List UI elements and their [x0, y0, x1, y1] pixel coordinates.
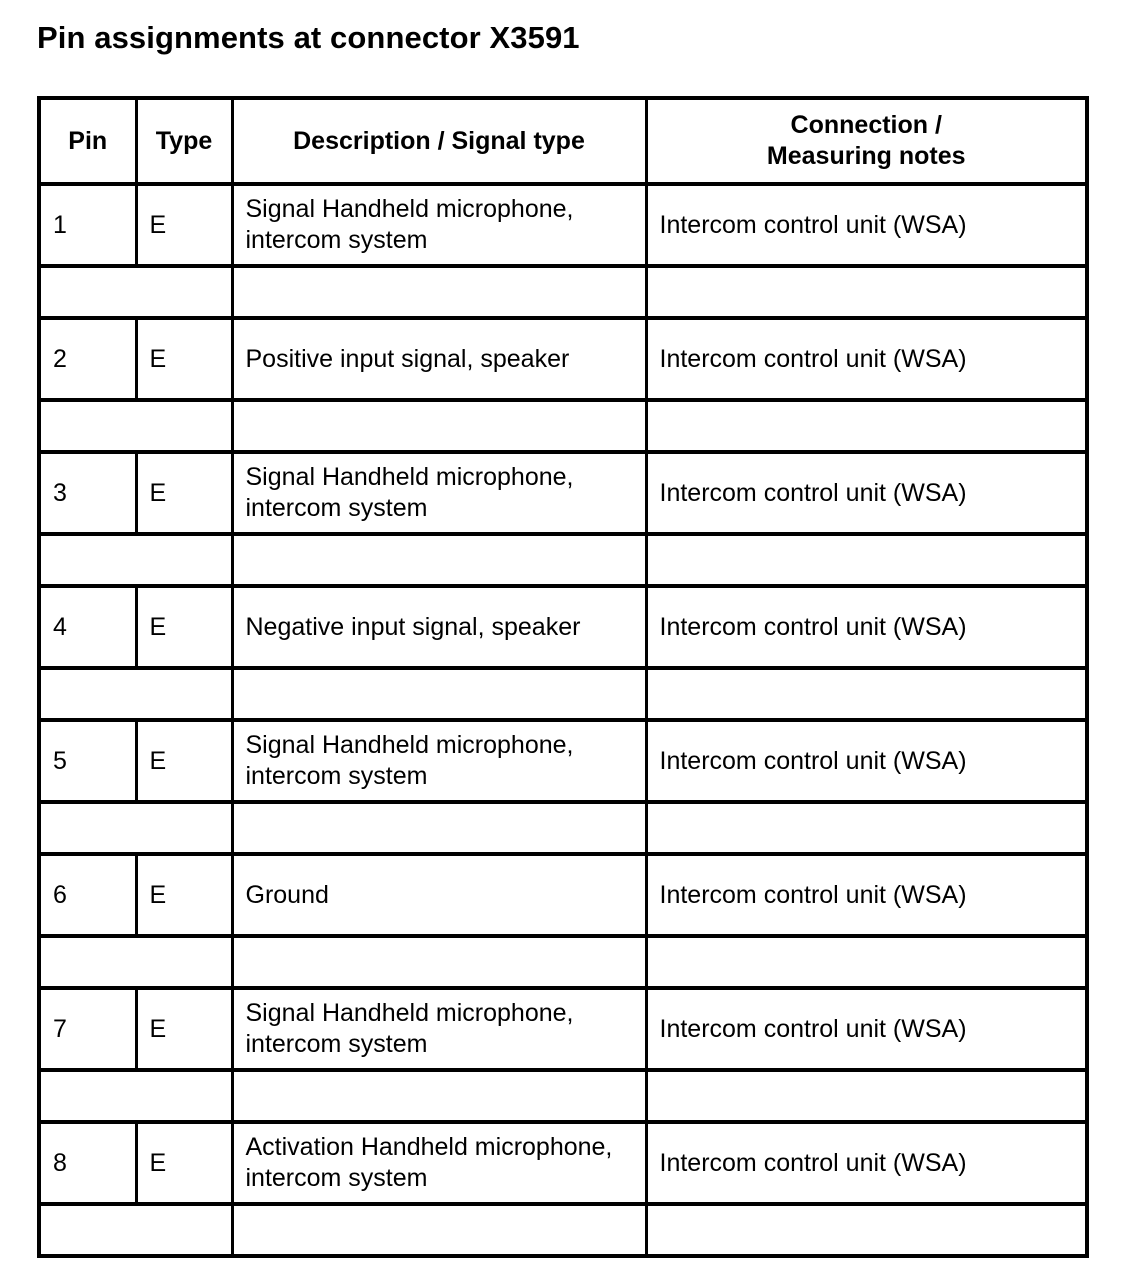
pin-type: E [136, 452, 232, 534]
header-connection-line2: Measuring notes [766, 142, 966, 170]
spacer-cell [39, 266, 232, 318]
header-pin: Pin [39, 98, 136, 184]
pin-number: 8 [39, 1122, 136, 1204]
spacer-cell [232, 802, 646, 854]
table-row [39, 452, 1087, 534]
pin-connection: Intercom control unit (WSA) [646, 988, 1087, 1070]
pin-connection: Intercom control unit (WSA) [646, 854, 1087, 936]
pin-description: Signal Handheld microphone, intercom system [232, 720, 646, 802]
spacer-cell [646, 400, 1087, 452]
spacer-cell [232, 534, 646, 586]
spacer-cell [232, 936, 646, 988]
pin-description: Signal Handheld microphone, intercom system [232, 452, 646, 534]
spacer-cell [646, 1204, 1087, 1256]
pin-connection: Intercom control unit (WSA) [646, 318, 1087, 400]
spacer-cell [232, 266, 646, 318]
pin-type: E [136, 318, 232, 400]
spacer-cell [232, 668, 646, 720]
spacer-cell [646, 802, 1087, 854]
spacer-cell [39, 802, 232, 854]
table-row [39, 184, 1087, 266]
pin-connection: Intercom control unit (WSA) [646, 1122, 1087, 1204]
spacer-row [39, 668, 1087, 720]
pin-connection: Intercom control unit (WSA) [646, 586, 1087, 668]
pin-connection: Intercom control unit (WSA) [646, 720, 1087, 802]
spacer-row [39, 534, 1087, 586]
pin-description: Signal Handheld microphone, intercom system [232, 184, 646, 266]
page-title: Pin assignments at connector X3591 [37, 20, 580, 55]
header-connection [646, 98, 1087, 184]
spacer-cell [39, 1070, 232, 1122]
pin-number: 4 [39, 586, 136, 668]
header-connection-line1: Connection / [790, 111, 942, 139]
pin-number: 7 [39, 988, 136, 1070]
pin-type: E [136, 720, 232, 802]
spacer-cell [646, 936, 1087, 988]
spacer-row [39, 400, 1087, 452]
spacer-cell [39, 936, 232, 988]
spacer-row [39, 802, 1087, 854]
pin-number: 5 [39, 720, 136, 802]
table-row [39, 988, 1087, 1070]
spacer-row [39, 266, 1087, 318]
pin-type: E [136, 854, 232, 936]
spacer-cell [232, 1070, 646, 1122]
pin-number: 3 [39, 452, 136, 534]
pin-type: E [136, 586, 232, 668]
pin-description: Signal Handheld microphone, intercom system [232, 988, 646, 1070]
pin-connection: Intercom control unit (WSA) [646, 184, 1087, 266]
header-description: Description / Signal type [232, 98, 646, 184]
pin-type: E [136, 988, 232, 1070]
spacer-row [39, 1204, 1087, 1256]
pin-number: 1 [39, 184, 136, 266]
table-row [39, 1122, 1087, 1204]
spacer-cell [646, 266, 1087, 318]
spacer-cell [39, 400, 232, 452]
spacer-cell [646, 668, 1087, 720]
spacer-cell [646, 1070, 1087, 1122]
spacer-cell [232, 1204, 646, 1256]
pin-connection: Intercom control unit (WSA) [646, 452, 1087, 534]
pin-description: Positive input signal, speaker [232, 318, 646, 400]
pin-type: E [136, 1122, 232, 1204]
spacer-cell [39, 1204, 232, 1256]
header-type: Type [136, 98, 232, 184]
pin-type: E [136, 184, 232, 266]
pin-description: Activation Handheld microphone, intercom system [232, 1122, 646, 1204]
table-row [39, 318, 1087, 400]
spacer-cell [39, 534, 232, 586]
pin-assignment-table [37, 96, 1089, 1258]
pin-number: 6 [39, 854, 136, 936]
pin-number: 2 [39, 318, 136, 400]
spacer-cell [39, 668, 232, 720]
table-row [39, 854, 1087, 936]
pin-description: Ground [232, 854, 646, 936]
pin-description: Negative input signal, speaker [232, 586, 646, 668]
spacer-row [39, 1070, 1087, 1122]
spacer-row [39, 936, 1087, 988]
table-row [39, 720, 1087, 802]
spacer-cell [232, 400, 646, 452]
spacer-cell [646, 534, 1087, 586]
table-row [39, 586, 1087, 668]
table-header-row [39, 98, 1087, 184]
